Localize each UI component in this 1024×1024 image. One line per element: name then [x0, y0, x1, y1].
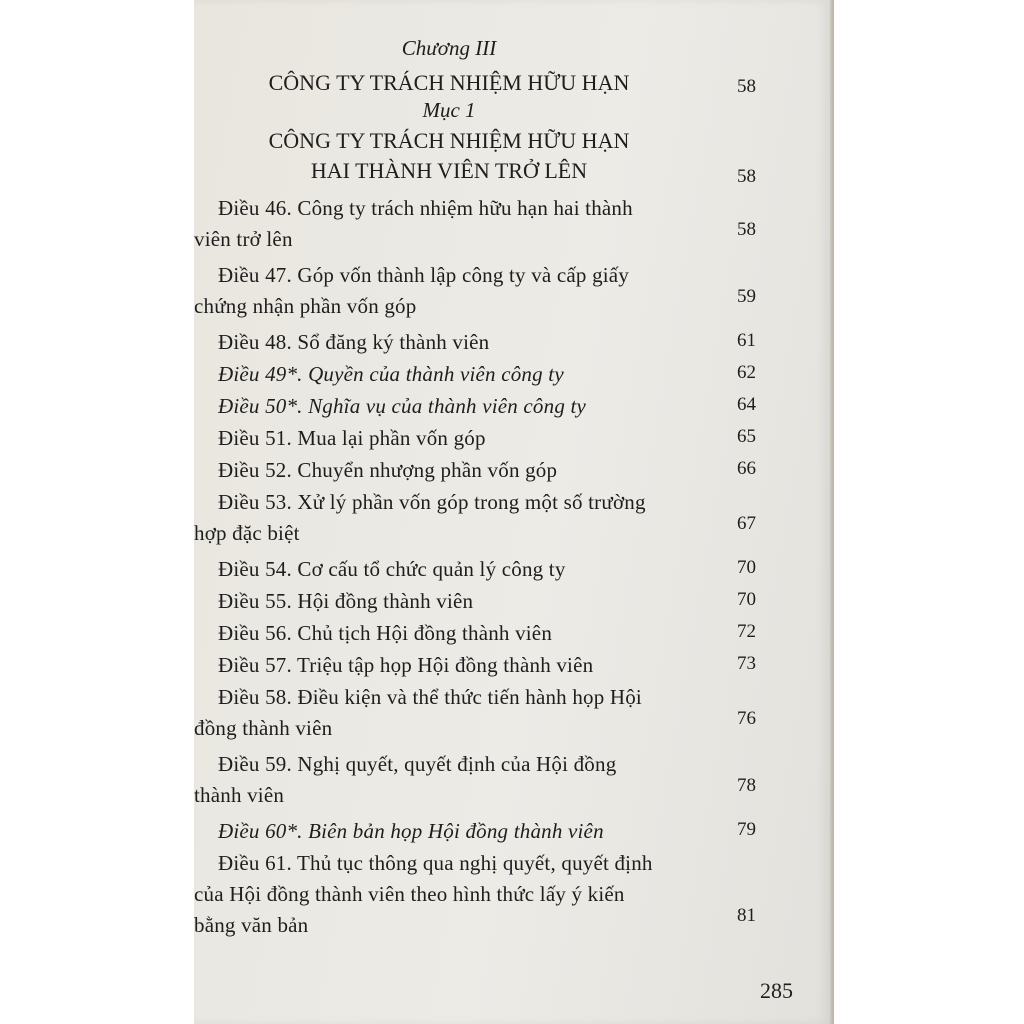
toc-entry-title: Điều 53. Xử lý phần vốn góp trong một số trường	[218, 490, 646, 514]
toc-entry-title: Điều 60*. Biên bản họp Hội đồng thành viên	[218, 819, 604, 843]
toc-entry-page-number: 73	[737, 653, 756, 674]
toc-entry-page-number: 70	[737, 589, 756, 610]
toc-entry-title: Điều 51. Mua lại phần vốn góp	[218, 426, 486, 450]
toc-entry-page-number: 62	[737, 362, 756, 383]
toc-entry-title-continuation: bằng văn bản	[194, 913, 309, 937]
toc-entry-title: Điều 50*. Nghĩa vụ của thành viên công ty	[218, 394, 587, 418]
toc-entry-title: Điều 54. Cơ cấu tổ chức quản lý công ty	[218, 557, 566, 581]
chapter-page-number: 58	[737, 76, 756, 97]
section-page-number: 58	[737, 166, 756, 187]
chapter-title: CÔNG TY TRÁCH NHIỆM HỮU HẠN	[268, 70, 630, 95]
toc-entry-title: Điều 57. Triệu tập họp Hội đồng thành viên	[218, 653, 594, 677]
toc-entry-title-continuation: chứng nhận phần vốn góp	[194, 294, 417, 318]
toc-entry-page-number: 65	[737, 426, 756, 447]
toc-entry-page-number: 79	[737, 819, 756, 840]
toc-entry-title-continuation: đồng thành viên	[194, 716, 333, 740]
toc-entry-title-continuation: thành viên	[194, 783, 285, 807]
toc-entry-title: Điều 47. Góp vốn thành lập công ty và cấp giấy	[218, 263, 630, 287]
toc-entry-page-number: 58	[737, 219, 756, 240]
toc-entry-title: Điều 46. Công ty trách nhiệm hữu hạn hai thành	[218, 196, 633, 220]
toc-entry-title: Điều 48. Sổ đăng ký thành viên	[218, 330, 490, 354]
toc-entry-title: Điều 59. Nghị quyết, quyết định của Hội đồng	[218, 752, 617, 776]
toc-entry-title-continuation: của Hội đồng thành viên theo hình thức lấy ý kiến	[194, 882, 625, 906]
toc-entry-page-number: 76	[737, 708, 756, 729]
toc-entry-page-number: 61	[737, 330, 756, 351]
page-edge	[830, 0, 834, 1024]
section-title-line-2: HAI THÀNH VIÊN TRỞ LÊN	[310, 158, 588, 183]
toc-entry-page-number: 72	[737, 621, 756, 642]
toc-entry-page-number: 66	[737, 458, 756, 479]
toc-entry-page-number: 64	[737, 394, 756, 415]
toc-entry-page-number: 81	[737, 905, 756, 926]
toc-entry-title-continuation: viên trở lên	[194, 227, 293, 251]
toc-entry-title: Điều 49*. Quyền của thành viên công ty	[218, 362, 564, 386]
toc-entry-page-number: 78	[737, 775, 756, 796]
toc-entry-page-number: 70	[737, 557, 756, 578]
toc-entry-title-continuation: hợp đặc biệt	[194, 521, 300, 545]
toc-entry-title: Điều 56. Chủ tịch Hội đồng thành viên	[218, 621, 553, 645]
toc-entry-title: Điều 61. Thủ tục thông qua nghị quyết, quyết định	[218, 851, 653, 875]
toc-entry-title: Điều 58. Điều kiện và thể thức tiến hành họp Hội	[218, 685, 642, 709]
toc-entry-page-number: 67	[737, 513, 756, 534]
chapter-label: Chương III	[401, 36, 497, 60]
section-title-line-1: CÔNG TY TRÁCH NHIỆM HỮU HẠN	[268, 128, 630, 153]
book-page	[194, 0, 830, 1024]
toc-entry-title: Điều 55. Hội đồng thành viên	[218, 589, 474, 613]
section-label: Mục 1	[422, 98, 476, 122]
page-folio-number: 285	[760, 978, 793, 1003]
toc-entry-page-number: 59	[737, 286, 756, 307]
toc-entry-title: Điều 52. Chuyển nhượng phần vốn góp	[218, 458, 558, 482]
